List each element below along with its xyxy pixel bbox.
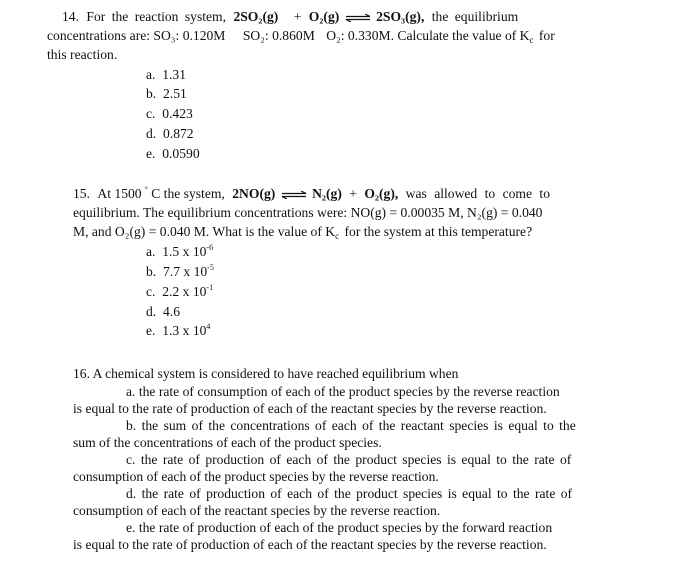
q16-stem: 16. A chemical system is considered to have reached equilibrium when xyxy=(73,366,459,381)
q15-option-a[interactable] xyxy=(146,244,213,260)
q15-option-a-exp: -6 xyxy=(206,243,214,252)
q14-eq-plus: + xyxy=(293,9,302,24)
q14-number: 14. xyxy=(62,9,79,24)
q15-eq-product2: O₂(g), xyxy=(364,186,399,201)
q15-option-b[interactable] xyxy=(146,264,214,280)
q15-option-e-label: e. 1.3 x 10 xyxy=(146,323,207,338)
q15-line-1 xyxy=(73,186,550,202)
q16-option-b-line2: sum of the concentrations of each of the product species. xyxy=(73,435,382,450)
q16-option-c-line2: consumption of each of the product species by the reverse reaction. xyxy=(73,469,439,484)
q14-line-1 xyxy=(62,9,518,25)
q15-option-b-label: b. 7.7 x 10 xyxy=(146,264,208,279)
q14-line-3: this reaction. xyxy=(47,47,118,62)
q15-kc-subscript: c xyxy=(335,231,340,241)
q16-option-d-line2: consumption of each of the reactant species by the reverse reaction. xyxy=(73,503,441,518)
q14-option-c[interactable]: c. 0.423 xyxy=(146,106,193,121)
equilibrium-arrow-icon xyxy=(345,14,371,22)
q14-eq-reactant2: O₂(g) xyxy=(308,9,340,24)
q15-option-e[interactable] xyxy=(146,323,210,339)
q15-line-2: equilibrium. The equilibrium concentrations were: NO(g) = 0.00035 M, N₂(g) = 0.040 xyxy=(73,205,543,220)
q16-option-b-line1[interactable]: b. the sum of the concentrations of each of the reactant species is equal to the xyxy=(126,418,576,433)
q16-option-a-line1[interactable]: a. the rate of consumption of each of the product species by the reverse reaction xyxy=(126,384,560,399)
q14-intro: For the reaction system, xyxy=(86,9,227,24)
q15-system: C the system, xyxy=(151,186,225,201)
q14-kc-subscript: c xyxy=(529,35,534,45)
q15-eq-product1: N₂(g) xyxy=(312,186,342,201)
q16-option-e-line2: is equal to the rate of production of each of the reactant species by the reverse reaction. xyxy=(73,537,547,552)
q14-so2: SO₂: 0.860M xyxy=(242,28,315,43)
q14-option-d[interactable]: d. 0.872 xyxy=(146,126,194,141)
q15-number: 15. xyxy=(73,186,90,201)
q15-option-b-exp: -5 xyxy=(207,263,214,272)
q14-concentrations: concentrations are: SO₃: 0.120M xyxy=(47,28,226,43)
q15-degree: ° xyxy=(144,185,148,194)
q15-question: M, and O₂(g) = 0.040 M. What is the value of K xyxy=(73,224,336,239)
q16-option-c-line1[interactable]: c. the rate of production of each of the product species is equal to the rate of xyxy=(126,452,572,467)
q15-option-c-exp: -1 xyxy=(206,283,214,292)
q16-option-a-line2: is equal to the rate of production of each of the reactant species by the reverse reaction. xyxy=(73,401,547,416)
q15-option-c[interactable] xyxy=(146,284,213,300)
q16-option-e-line1[interactable]: e. the rate of production of each of the product species by the forward reaction xyxy=(126,520,553,535)
q15-option-d[interactable] xyxy=(146,304,180,320)
equilibrium-arrow-icon xyxy=(281,191,307,199)
q15-eq-reactant: 2NO(g) xyxy=(232,186,276,201)
q14-option-b[interactable]: b. 2.51 xyxy=(146,86,187,101)
q15-line-3 xyxy=(73,224,532,240)
q14-for: for xyxy=(538,28,555,43)
q15-option-e-exp: 4 xyxy=(206,322,211,331)
q14-option-e[interactable]: e. 0.0590 xyxy=(146,146,200,161)
q16-option-d-line1[interactable]: d. the rate of production of each of the product species is equal to the rate of xyxy=(126,486,573,501)
q14-line-2 xyxy=(47,28,555,44)
q15-question-tail: for the system at this temperature? xyxy=(344,224,533,239)
q15-come: was allowed to come to xyxy=(405,186,551,201)
q15-option-d-label: d. 4.6 xyxy=(146,304,180,319)
q14-tail: the equilibrium xyxy=(431,9,519,24)
q14-o2: O₂: 0.330M. Calculate the value of K xyxy=(326,28,530,43)
q15-option-a-label: a. 1.5 x 10 xyxy=(146,244,207,259)
q14-eq-product: 2SO₃(g), xyxy=(376,9,425,24)
q14-eq-reactant1: 2SO₂(g) xyxy=(233,9,279,24)
q15-eq-plus: + xyxy=(349,186,357,201)
q15-option-c-label: c. 2.2 x 10 xyxy=(146,284,207,299)
q14-option-a[interactable]: a. 1.31 xyxy=(146,67,187,82)
q15-temp: At 1500 xyxy=(97,186,142,201)
